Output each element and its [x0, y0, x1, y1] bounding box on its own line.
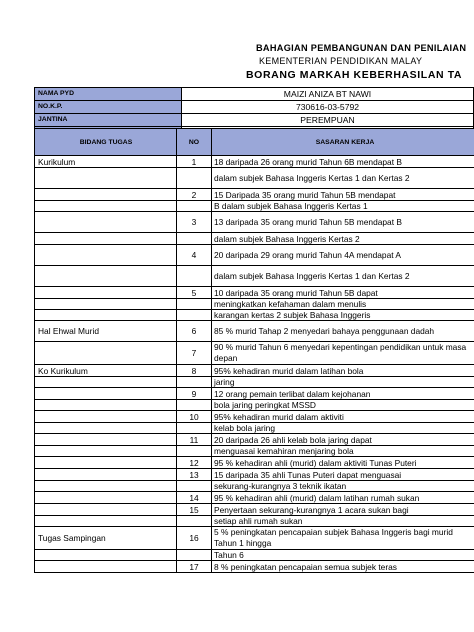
sasaran-cell[interactable]: 20 daripada 29 orang murid Tahun 4A mendapat A	[212, 245, 474, 266]
no-cell[interactable]: 5	[177, 287, 212, 299]
no-cell[interactable]: 6	[177, 321, 212, 342]
no-cell[interactable]: 3	[177, 212, 212, 233]
no-cell[interactable]: 1	[177, 156, 212, 168]
table-row	[35, 266, 474, 287]
table-row	[35, 365, 474, 377]
bidang-cell[interactable]	[35, 287, 177, 299]
no-cell[interactable]: 4	[177, 245, 212, 266]
no-cell[interactable]: 17	[177, 561, 212, 573]
sasaran-cell[interactable]: dalam subjek Bahasa Inggeris Kertas 1 dan Kertas 2	[212, 266, 474, 287]
table-row	[35, 342, 474, 365]
table-row	[35, 168, 474, 189]
sasaran-cell[interactable]: 95% kehadiran murid dalam aktiviti	[212, 411, 474, 423]
bidang-cell[interactable]	[35, 377, 177, 388]
info-value[interactable]: 730616-03-5792	[182, 101, 474, 114]
table-row	[35, 299, 474, 310]
sasaran-cell[interactable]: 90 % murid Tahun 6 menyedari kepentingan pendidikan untuk masa depan	[212, 342, 474, 365]
table-row	[35, 504, 474, 516]
bidang-cell[interactable]	[35, 400, 177, 411]
report-title-line-1: BAHAGIAN PEMBANGUNAN DAN PENILAIAN	[256, 43, 467, 53]
table-row	[35, 310, 474, 321]
sasaran-cell[interactable]: 15 Daripada 35 orang murid Tahun 5B mendapat	[212, 189, 474, 201]
table-row	[35, 189, 474, 201]
no-cell[interactable]	[177, 168, 212, 189]
table-row	[35, 411, 474, 423]
table-row	[35, 492, 474, 504]
bidang-cell[interactable]	[35, 299, 177, 310]
table-row	[35, 446, 474, 457]
table-row	[35, 423, 474, 434]
bidang-cell[interactable]	[35, 245, 177, 266]
no-cell[interactable]	[177, 201, 212, 212]
sasaran-cell[interactable]: 95 % kehadiran ahli (murid) dalam aktiviti Tunas Puteri	[212, 457, 474, 469]
bidang-cell[interactable]	[35, 492, 177, 504]
bidang-cell[interactable]	[35, 168, 177, 189]
no-cell[interactable]: 11	[177, 434, 212, 446]
sasaran-cell[interactable]: Penyertaan sekurang-kurangnya 1 acara sukan bagi	[212, 504, 474, 516]
bidang-cell[interactable]	[35, 550, 177, 561]
table-row	[35, 457, 474, 469]
no-cell[interactable]: 9	[177, 388, 212, 400]
sasaran-cell[interactable]: meningkatkan kefahaman dalam menulis	[212, 299, 474, 310]
bidang-cell[interactable]	[35, 423, 177, 434]
no-cell[interactable]	[177, 446, 212, 457]
table-row	[35, 550, 474, 561]
no-cell[interactable]	[177, 516, 212, 527]
table-row	[35, 469, 474, 481]
table-row	[35, 201, 474, 212]
sasaran-cell[interactable]: dalam subjek Bahasa Inggeris Kertas 2	[212, 233, 474, 245]
bidang-cell[interactable]	[35, 481, 177, 492]
bidang-cell[interactable]	[35, 212, 177, 233]
sasaran-cell[interactable]: 10 daripada 35 orang murid Tahun 5B dapat	[212, 287, 474, 299]
bidang-cell[interactable]	[35, 504, 177, 516]
table-row	[35, 321, 474, 342]
bidang-cell[interactable]	[35, 446, 177, 457]
sasaran-cell[interactable]: Tahun 6	[212, 550, 474, 561]
no-cell[interactable]	[177, 423, 212, 434]
targets-table	[34, 128, 474, 573]
table-row	[35, 156, 474, 168]
bidang-cell[interactable]	[35, 201, 177, 212]
sasaran-cell[interactable]: 5 % peningkatan pencapaian subjek Bahasa Inggeris bagi murid Tahun 1 hingga	[212, 527, 474, 550]
column-header-sasaran: SASARAN KERJA	[212, 129, 474, 156]
sasaran-cell[interactable]: B dalam subjek Bahasa Inggeris Kertas 1	[212, 201, 474, 212]
column-header-no: NO	[177, 129, 212, 156]
bidang-cell[interactable]	[35, 434, 177, 446]
sasaran-cell[interactable]: kelab bola jaring	[212, 423, 474, 434]
table-header-row	[35, 129, 474, 156]
bidang-cell[interactable]: Tugas Sampingan	[35, 527, 177, 550]
no-cell[interactable]	[177, 550, 212, 561]
bidang-cell[interactable]	[35, 561, 177, 573]
no-cell[interactable]: 12	[177, 457, 212, 469]
no-cell[interactable]	[177, 299, 212, 310]
info-row-name	[35, 88, 474, 101]
bidang-cell[interactable]	[35, 388, 177, 400]
form-title: BORANG MARKAH KEBERHASILAN TA	[246, 69, 463, 81]
no-cell[interactable]: 8	[177, 365, 212, 377]
sasaran-cell[interactable]: 18 daripada 26 orang murid Tahun 6B mendapat B	[212, 156, 474, 168]
info-label: NO.K.P.	[35, 101, 182, 114]
bidang-cell[interactable]	[35, 342, 177, 365]
table-row	[35, 245, 474, 266]
table-row	[35, 527, 474, 550]
bidang-cell[interactable]	[35, 266, 177, 287]
bidang-cell[interactable]: Kurikulum	[35, 156, 177, 168]
bidang-cell[interactable]: Ko Kurikulum	[35, 365, 177, 377]
no-cell[interactable]: 10	[177, 411, 212, 423]
info-value[interactable]: PEREMPUAN	[182, 114, 474, 127]
bidang-cell[interactable]	[35, 516, 177, 527]
report-title-line-2: KEMENTERIAN PENDIDIKAN MALAY	[259, 56, 423, 66]
info-value[interactable]: MAIZI ANIZA BT NAWI	[182, 88, 474, 101]
info-label: NAMA PYD	[35, 88, 182, 101]
no-cell[interactable]: 7	[177, 342, 212, 365]
table-row	[35, 434, 474, 446]
table-row	[35, 287, 474, 299]
sasaran-cell[interactable]: jaring	[212, 377, 474, 388]
info-row-ic	[35, 101, 474, 114]
sasaran-cell[interactable]: sekurang-kurangnya 3 teknik ikatan	[212, 481, 474, 492]
no-cell[interactable]	[177, 266, 212, 287]
no-cell[interactable]	[177, 377, 212, 388]
bidang-cell[interactable]	[35, 457, 177, 469]
no-cell[interactable]	[177, 310, 212, 321]
sasaran-cell[interactable]: dalam subjek Bahasa Inggeris Kertas 1 dan Kertas 2	[212, 168, 474, 189]
sasaran-cell[interactable]: 12 orang pemain terlibat dalam kejohanan	[212, 388, 474, 400]
sasaran-cell[interactable]: menguasai kemahiran menjaring bola	[212, 446, 474, 457]
no-cell[interactable]	[177, 233, 212, 245]
table-row	[35, 400, 474, 411]
table-row	[35, 233, 474, 245]
sasaran-cell[interactable]: karangan kertas 2 subjek Bahasa Inggeris	[212, 310, 474, 321]
sasaran-cell[interactable]: 95% kehadiran murid dalam latihan bola	[212, 365, 474, 377]
table-row	[35, 377, 474, 388]
no-cell[interactable]: 13	[177, 469, 212, 481]
bidang-cell[interactable]	[35, 310, 177, 321]
table-row	[35, 561, 474, 573]
bidang-cell[interactable]	[35, 189, 177, 201]
column-header-bidang: BIDANG TUGAS	[35, 129, 177, 156]
info-label: JANTINA	[35, 114, 182, 127]
no-cell[interactable]	[177, 400, 212, 411]
table-row	[35, 212, 474, 233]
table-row	[35, 481, 474, 492]
sasaran-cell[interactable]: 85 % murid Tahap 2 menyedari bahaya penggunaan dadah	[212, 321, 474, 342]
no-cell[interactable]: 2	[177, 189, 212, 201]
sasaran-cell[interactable]: 95 % kehadiran ahli (murid) dalam latihan rumah sukan	[212, 492, 474, 504]
sasaran-cell[interactable]: bola jaring peringkat MSSD	[212, 400, 474, 411]
sasaran-cell[interactable]: 13 daripada 35 orang murid Tahun 5B mendapat B	[212, 212, 474, 233]
info-row-gender	[35, 114, 474, 127]
no-cell[interactable]: 14	[177, 492, 212, 504]
no-cell[interactable]: 16	[177, 527, 212, 550]
bidang-cell[interactable]: Hal Ehwal Murid	[35, 321, 177, 342]
sasaran-cell[interactable]: 20 daripada 26 ahli kelab bola jaring dapat	[212, 434, 474, 446]
table-row	[35, 388, 474, 400]
bidang-cell[interactable]	[35, 411, 177, 423]
no-cell[interactable]: 15	[177, 504, 212, 516]
sasaran-cell[interactable]: 15 daripada 35 ahli Tunas Puteri dapat menguasai	[212, 469, 474, 481]
bidang-cell[interactable]	[35, 233, 177, 245]
no-cell[interactable]	[177, 481, 212, 492]
sasaran-cell[interactable]: setiap ahli rumah sukan	[212, 516, 474, 527]
bidang-cell[interactable]	[35, 469, 177, 481]
table-row	[35, 516, 474, 527]
sasaran-cell[interactable]: 8 % peningkatan pencapaian semua subjek teras	[212, 561, 474, 573]
